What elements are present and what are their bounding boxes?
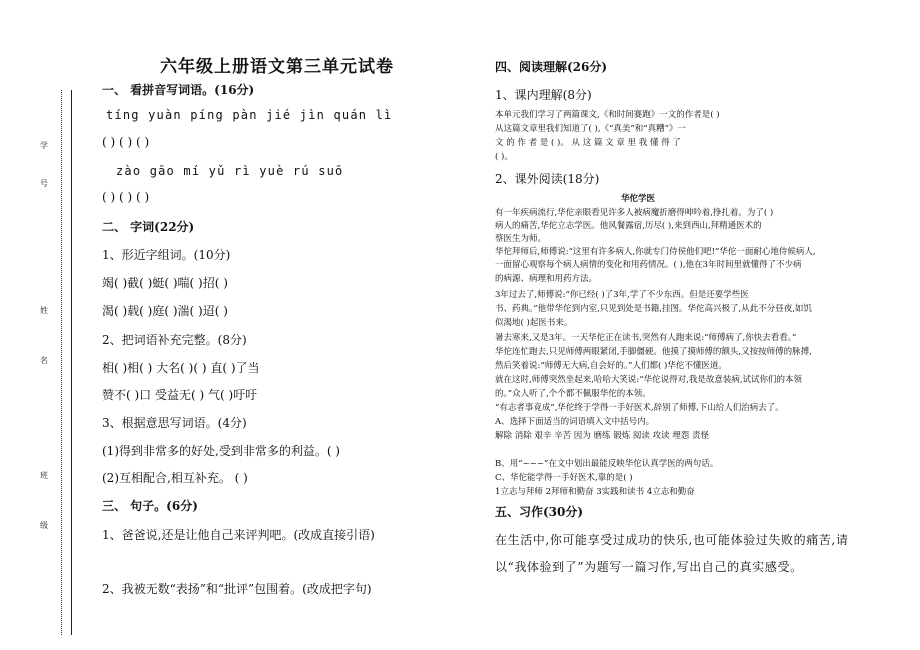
word-choices: 解除 消除 艰辛 辛苦 因为 磨练 锻炼 阅读 攻读 埋怨 责怪 xyxy=(495,431,710,441)
answer-blanks[interactable]: ( ) ( ) ( ) xyxy=(102,190,150,204)
question: 2、我被无数“表扬”和“批评”包围着。(改成把字句) xyxy=(102,582,372,596)
margin-mark: 级 xyxy=(40,521,48,530)
meaning-row[interactable]: (1)得到非常多的好处,受到非常多的利益。( ) xyxy=(102,444,340,458)
text-line: ( )。 xyxy=(495,152,513,162)
pinyin-row: zào gāo mí yǔ rì yuè rú suō xyxy=(116,164,344,178)
story-line: 就在这时,师傅突然坐起来,哈哈大笑说:“华佗说得对,我是故意装病,试试你们的本领 xyxy=(495,375,803,385)
story-line: 的病源、病理和用药方法。 xyxy=(495,274,598,284)
answer-blanks[interactable]: ( ) ( ) ( ) xyxy=(102,135,150,149)
section1-heading: 一、 看拼音写词语。(16分) xyxy=(102,83,255,97)
story-line: 病人的痛苦,华佗立志学医。他风餐露宿,历尽( ),来到西山,拜精通医术的 xyxy=(495,221,762,231)
question: 1、形近字组词。(10分) xyxy=(102,248,231,262)
question: 1、爸爸说,还是让他自己来评判吧。(改成直接引语) xyxy=(102,528,375,542)
meaning-row[interactable]: (2)互相配合,相互补充。 ( ) xyxy=(102,471,248,485)
question: 2、把词语补充完整。(8分) xyxy=(102,333,247,347)
subsection-heading: 2、课外阅读(18分) xyxy=(495,172,600,186)
story-line: 暑去寒来,又是3年。一天华佗正在读书,突然有人跑来说:“师傅病了,你快去看看。” xyxy=(495,333,797,343)
binding-line-dotted xyxy=(61,90,62,635)
binding-line-solid xyxy=(71,90,72,635)
margin-mark: 名 xyxy=(40,356,48,365)
section3-heading: 三、 句子。(6分) xyxy=(102,499,198,513)
subsection-heading: 1、课内理解(8分) xyxy=(495,88,592,102)
story-title: 华佗学医 xyxy=(621,194,656,204)
story-line: 3年过去了,师傅说:“你已经( )了3年,学了不少东西。但是还要学些医 xyxy=(495,290,749,300)
question: C、华佗能学得一手好医术,靠的是( ) xyxy=(495,473,633,483)
margin-mark: 学 xyxy=(40,141,48,150)
story-line: 华佗拜师后,师傅说:“这里有许多病人,你就专门侍侯他们吧!”华佗一面耐心地侍候病人, xyxy=(495,247,816,257)
margin-mark: 姓 xyxy=(40,306,48,315)
story-line: 一面留心观察每个病人病情的变化和用药情况。( ),他在3年时间里就懂得了不少病 xyxy=(495,260,802,270)
story-line: A、选择下面适当的词语填入文中括号内。 xyxy=(495,417,655,427)
story-line: 的。”众人听了,个个都不佩服华佗的本领。 xyxy=(495,389,651,399)
story-line: 华佗连忙跑去,只见师傅两眼紧闭,手脚僵硬。他摸了摸师傅的额头,又按按师傅的脉搏, xyxy=(495,347,812,357)
char-row[interactable]: 竭( )截( )蜓( )喘( )招( ) xyxy=(102,276,228,290)
margin-mark: 号 xyxy=(40,179,48,188)
idiom-row[interactable]: 赞不( )口 受益无( ) 气( )吁吁 xyxy=(102,388,258,402)
char-row[interactable]: 渴( )载( )庭( )湍( )迢( ) xyxy=(102,304,228,318)
text-line: 本单元我们学习了两篇课文,《和时间赛跑》一文的作者是( ) xyxy=(495,110,720,120)
idiom-row[interactable]: 相( )相( ) 大名( )( ) 直( )了当 xyxy=(102,361,260,375)
text-line: 从这篇文章里我们知道了( ),《“真美”和“真糟”》一 xyxy=(495,124,686,134)
text-line: 文 的 作 者 是 ( )。 从 这 篇 文 章 里 我 懂 得 了 xyxy=(495,138,681,148)
story-line: 似渴地( )起医书来。 xyxy=(495,318,573,328)
story-line: “有志者事竟成”,华佗终于学得一手好医术,辞别了师傅,下山给人们治病去了。 xyxy=(495,403,784,413)
story-line: 有一年疾病流行,华佗亲眼看见许多人被病魔折磨得呻吟着,挣扎着。为了( ) xyxy=(495,208,774,218)
answer-options: 1立志与拜师 2拜师和勤奋 3实践和读书 4立志和勤奋 xyxy=(495,487,695,497)
pinyin-row: tíng yuàn píng pàn jié jìn quán lì xyxy=(106,108,393,122)
page-title: 六年级上册语文第三单元试卷 xyxy=(160,57,394,77)
section5-heading: 五、习作(30分) xyxy=(495,505,584,519)
story-line: 然后笑着说:“师傅无大病,自会好的。”人们都( )华佗不懂医道。 xyxy=(495,361,727,371)
question: B、用“~~~”在文中划出最能反映华佗认真学医的两句话。 xyxy=(495,459,719,469)
story-line: 蔡医生为师。 xyxy=(495,234,547,244)
question: 3、根据意思写词语。(4分) xyxy=(102,416,247,430)
section2-heading: 二、 字词(22分) xyxy=(102,220,195,234)
section4-heading: 四、阅读理解(26分) xyxy=(495,60,608,74)
story-line: 书、药典。”他带华佗到内室,只见到处是书籍,挂图。华佗高兴极了,从此不分昼夜,如饥 xyxy=(495,304,812,314)
essay-prompt: 以“我体验到了”为题写一篇习作,写出自己的真实感受。 xyxy=(495,560,803,574)
margin-mark: 班 xyxy=(40,471,48,480)
essay-prompt: 在生活中,你可能享受过成功的快乐,也可能体验过失败的痛苦,请 xyxy=(495,533,849,547)
